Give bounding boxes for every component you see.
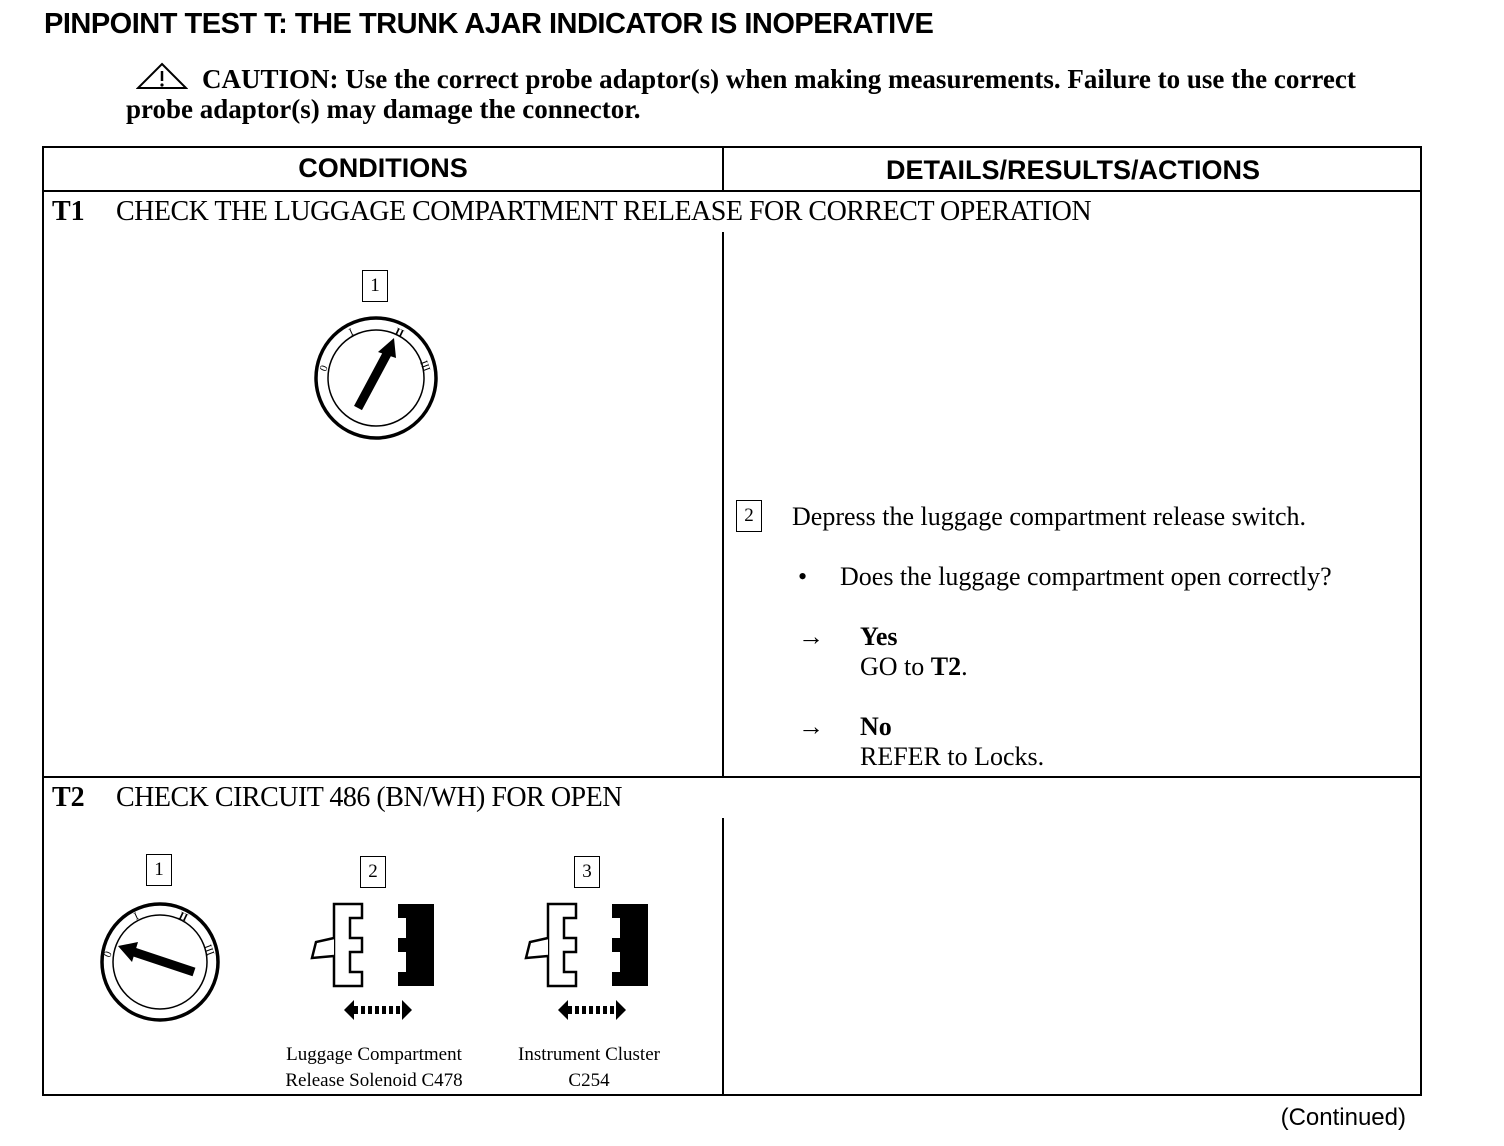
caution-text: CAUTION: Use the correct probe adaptor(s) when making measurements. Failure to use the correct probe adaptor(s) may damage the connector.	[126, 64, 1356, 124]
action-text: Depress the luggage compartment release switch.	[792, 502, 1307, 531]
ignition-mark-acc: I	[347, 326, 356, 339]
step-heading-text: CHECK CIRCUIT 486 (BN/WH) FOR OPEN	[116, 782, 622, 813]
callout-number: 3	[574, 856, 600, 888]
yes-action-suffix: .	[961, 652, 968, 681]
ignition-mark-run: II	[176, 909, 190, 925]
caption-line: Instrument Cluster	[518, 1044, 660, 1065]
step-heading-text: CHECK THE LUGGAGE COMPARTMENT RELEASE FOR CORRECT OPERATION	[116, 196, 1092, 227]
connector-c478-icon	[310, 900, 438, 1032]
yes-action	[860, 652, 968, 682]
ignition-mark-start: III	[417, 358, 433, 374]
column-divider	[722, 148, 724, 1096]
caption-line: C254	[568, 1070, 610, 1091]
details-header: DETAILS/RESULTS/ACTIONS	[885, 155, 1260, 185]
caption-line: Release Solenoid C478	[285, 1070, 463, 1091]
step-t1-heading	[44, 192, 1420, 232]
warning-triangle-icon	[136, 62, 188, 92]
step-id: T1	[52, 196, 85, 227]
arrow-icon: →	[798, 622, 824, 651]
question-text: Does the luggage compartment open correctly?	[840, 562, 1332, 591]
arrow-icon: →	[798, 712, 824, 741]
page-title: PINPOINT TEST T: THE TRUNK AJAR INDICATOR IS INOPERATIVE	[44, 8, 934, 40]
ignition-switch-icon	[98, 900, 222, 1024]
no-label: No	[860, 712, 892, 741]
connector-caption	[262, 1042, 486, 1094]
step-id: T2	[52, 782, 85, 813]
ignition-switch-icon	[312, 316, 440, 440]
step-t2-heading	[44, 778, 1420, 818]
ignition-mark-acc: I	[132, 910, 141, 923]
yes-label: Yes	[860, 622, 898, 651]
bullet: •	[798, 562, 808, 591]
conditions-header: CONDITIONS	[298, 153, 468, 183]
ignition-mark-off: 0	[101, 949, 115, 960]
connector-caption	[494, 1042, 684, 1094]
callout-number: 1	[362, 270, 388, 302]
callout-number: 2	[360, 856, 386, 888]
caption-line: Luggage Compartment	[286, 1044, 462, 1065]
pinpoint-table	[42, 146, 1422, 1096]
no-action: REFER to Locks.	[860, 742, 1045, 771]
yes-action-prefix: GO to	[860, 652, 931, 681]
ignition-mark-off: 0	[317, 363, 331, 374]
connector-c254-icon	[524, 900, 652, 1032]
ignition-mark-run: II	[392, 325, 406, 341]
ignition-mark-start: III	[201, 942, 217, 958]
yes-action-ref: T2	[930, 652, 962, 681]
caution-note	[126, 62, 1366, 124]
callout-number: 2	[736, 500, 762, 532]
callout-number: 1	[146, 854, 172, 886]
continued-note: (Continued)	[1280, 1104, 1406, 1131]
